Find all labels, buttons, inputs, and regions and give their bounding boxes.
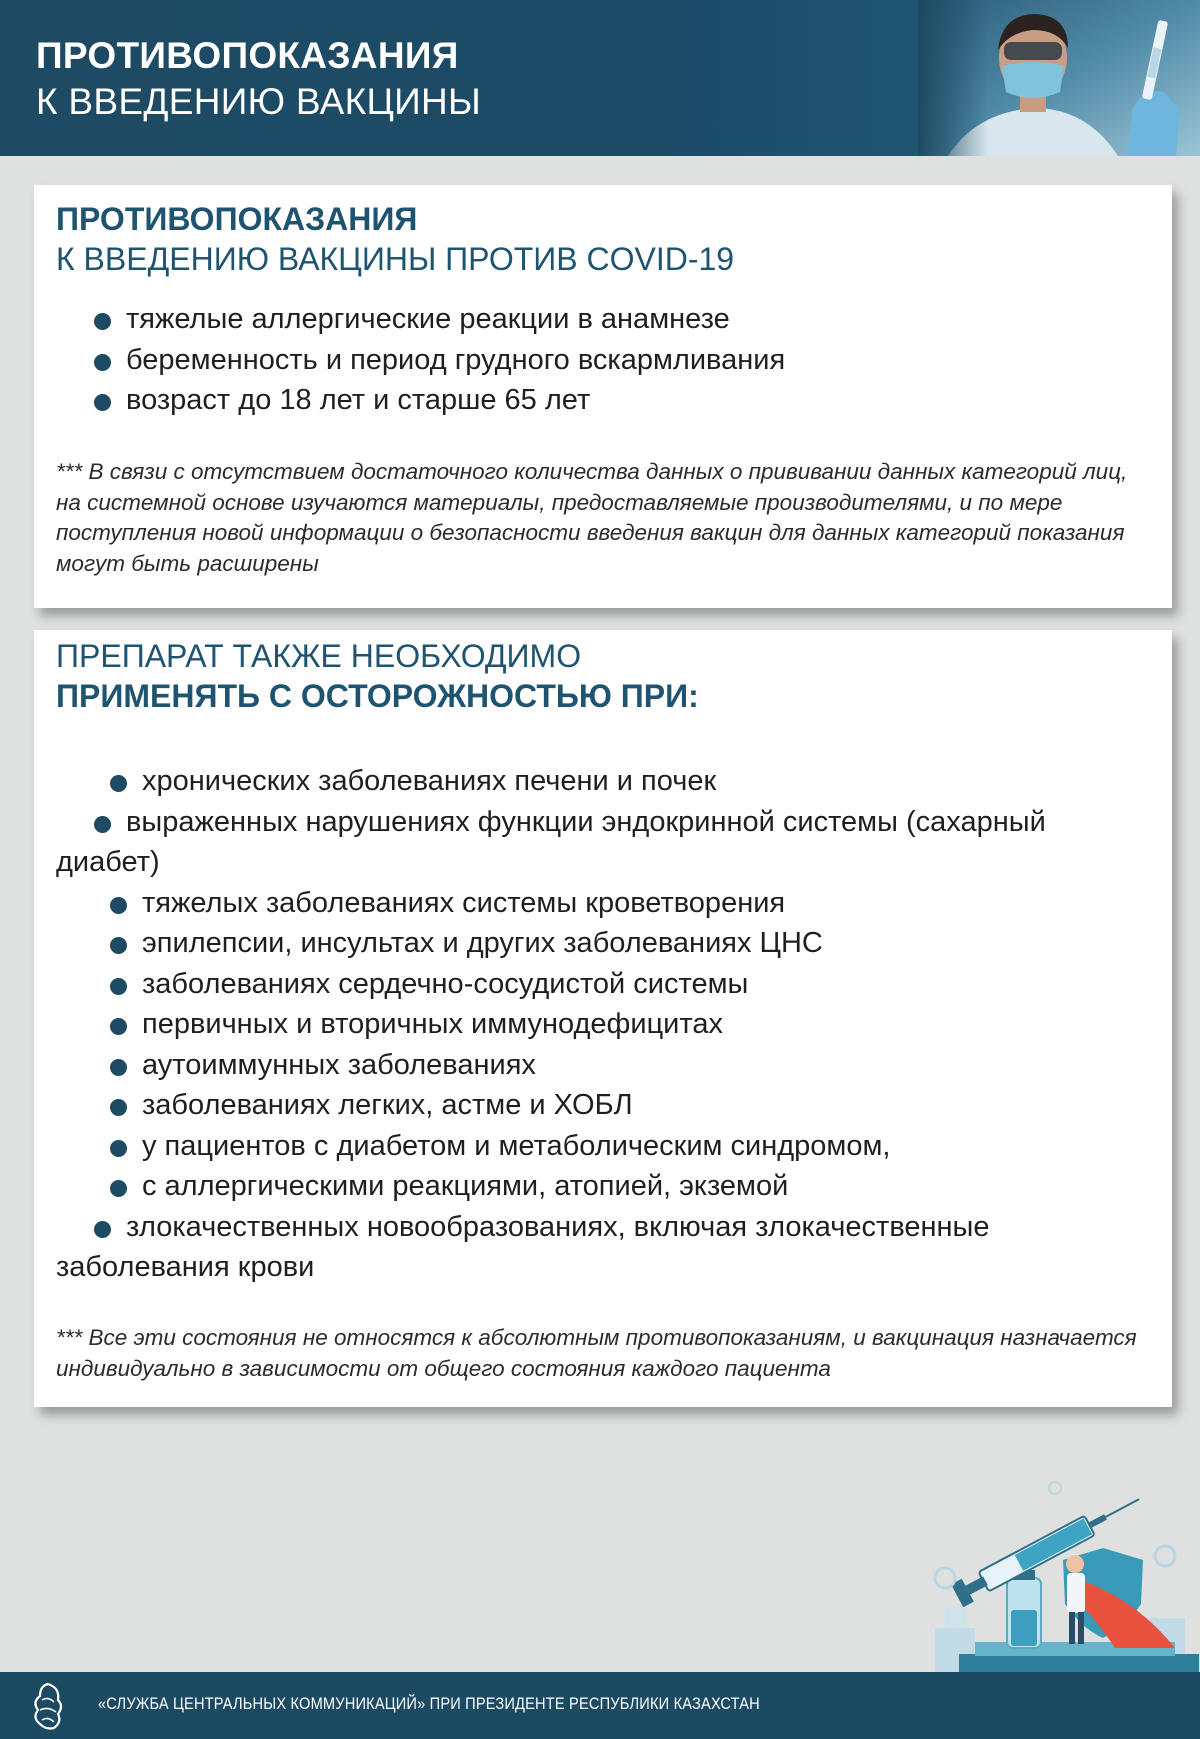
list-item-text: первичных и вторичных иммунодефицитах <box>142 1008 723 1040</box>
list-item <box>56 964 1156 1005</box>
caution-heading <box>56 636 699 716</box>
contraindications-heading-line2: К ВВЕДЕНИЮ ВАКЦИНЫ ПРОТИВ COVID-19 <box>56 241 735 277</box>
bullet-icon <box>110 1140 127 1157</box>
list-item <box>56 923 1156 964</box>
list-item <box>56 1126 1156 1167</box>
page-title <box>36 33 481 125</box>
list-item-text: тяжелые аллергические реакции в анамнезе <box>126 303 730 335</box>
contraindications-heading-line1: ПРОТИВОПОКАЗАНИЯ <box>56 201 418 237</box>
bullet-icon <box>110 978 127 995</box>
bullet-icon <box>94 394 111 411</box>
list-item <box>56 299 1156 340</box>
list-item-text: эпилепсии, инсультах и других заболеваниях ЦНС <box>142 927 823 959</box>
bullet-icon <box>94 313 111 330</box>
footer-organization-text: «СЛУЖБА ЦЕНТРАЛЬНЫХ КОММУНИКАЦИЙ» ПРИ ПРЕЗИДЕНТЕ РЕСПУБЛИКИ КАЗАХСТАН <box>98 1694 760 1713</box>
list-item-text: возраст до 18 лет и старше 65 лет <box>126 384 591 416</box>
list-item <box>56 1045 1156 1086</box>
caution-heading-line2: ПРИМЕНЯТЬ С ОСТОРОЖНОСТЬЮ ПРИ: <box>56 678 699 714</box>
list-item <box>56 1004 1156 1045</box>
list-item-text: с аллергическими реакциями, атопией, экземой <box>142 1170 789 1202</box>
caution-card <box>34 630 1172 1407</box>
page-header <box>0 0 1200 156</box>
page-title-line2: К ВВЕДЕНИЮ ВАКЦИНЫ <box>36 81 482 122</box>
list-item <box>56 1166 1156 1207</box>
list-item <box>56 761 1156 802</box>
list-item <box>56 883 1156 924</box>
list-item <box>56 1207 1156 1288</box>
bullet-icon <box>110 775 127 792</box>
contraindications-list <box>56 299 1156 421</box>
bullet-icon <box>94 1221 111 1238</box>
bullet-icon <box>110 1180 127 1197</box>
list-item-text: заболеваниях сердечно-сосудистой системы <box>142 967 749 1000</box>
bullet-icon <box>110 1059 127 1076</box>
bullet-icon <box>110 1099 127 1116</box>
list-item-text: заболеваниях легких, астме и ХОБЛ <box>142 1089 633 1121</box>
list-item-text: выраженных нарушениях функции эндокринной системы (сахарный диабет) <box>56 805 1046 878</box>
list-item <box>56 340 1156 381</box>
list-item-text: тяжелых заболеваниях системы кроветворения <box>142 886 786 919</box>
list-item-text: беременность и период грудного вскармливания <box>126 343 786 376</box>
contraindications-card <box>34 185 1172 608</box>
bullet-icon <box>94 354 111 371</box>
snow-leopard-logo-icon <box>28 1680 68 1732</box>
bullet-icon <box>110 897 127 914</box>
contraindications-heading <box>56 199 734 279</box>
bullet-icon <box>94 816 111 833</box>
list-item <box>56 380 1156 421</box>
bullet-icon <box>110 937 127 954</box>
list-item-text: злокачественных новообразованиях, включая злокачественные заболевания крови <box>56 1210 990 1283</box>
caution-list <box>56 761 1156 1288</box>
doctor-photo <box>918 0 1200 156</box>
list-item-text: хронических заболеваниях печени и почек <box>142 765 717 797</box>
page-title-line1: ПРОТИВОПОКАЗАНИЯ <box>36 35 459 76</box>
list-item <box>56 1085 1156 1126</box>
contraindications-note: *** В связи с отсутствием достаточного количества данных о прививании данных категорий лиц, на системной основе изучаются материалы, предоставляемые производителями, и по мере поступления новой информации о безопасности введения вакцин для данных категорий показания могут быть расширены <box>56 459 1128 576</box>
bullet-icon <box>110 1018 127 1035</box>
caution-heading-line1: ПРЕПАРАТ ТАКЖЕ НЕОБХОДИМО <box>56 638 582 674</box>
vaccine-hero-illustration <box>915 1478 1200 1678</box>
list-item <box>56 802 1156 883</box>
list-item-text: у пациентов с диабетом и метаболическим синдромом, <box>142 1129 891 1162</box>
caution-note: *** Все эти состояния не относятся к абсолютным противопоказаниям, и вакцинация назначается индивидуально в зависимости от общего состояния каждого пациента <box>56 1325 1137 1381</box>
list-item-text: аутоиммунных заболеваниях <box>142 1048 536 1081</box>
page-footer <box>0 1672 1200 1739</box>
